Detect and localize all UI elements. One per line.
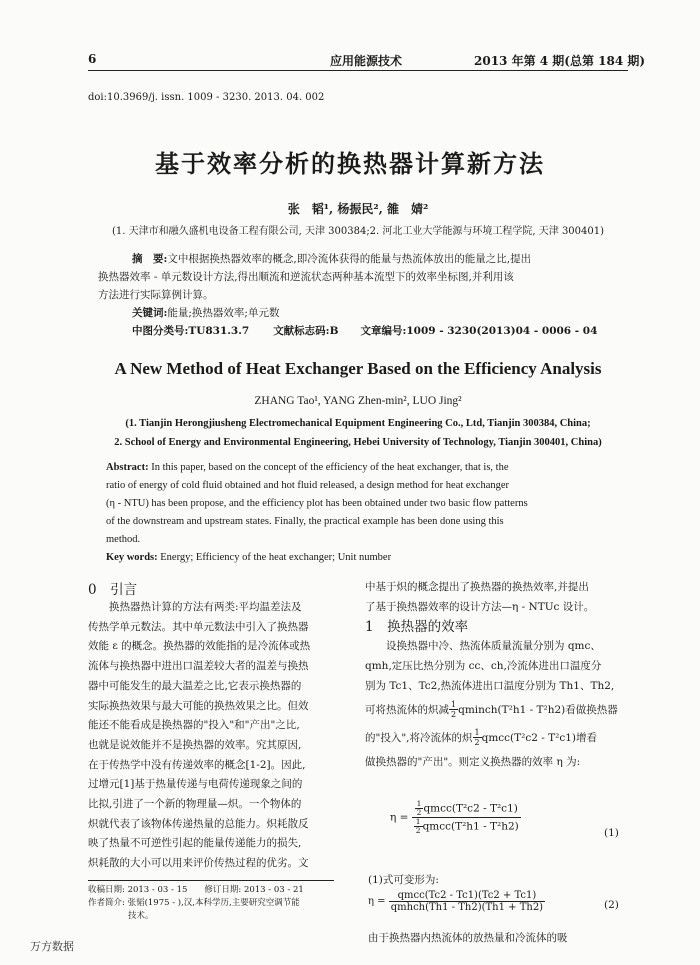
abstract-en-line: method. [106, 534, 141, 545]
body-line: 别为 Tc1、Tc2,热流体进出口温度分别为 Th1、Th2, [365, 679, 615, 692]
body-line: 比拟,引进了一个新的物理量—炽。一个物体的 [88, 798, 302, 811]
author-bio-cont: 技术。 [128, 911, 154, 921]
fraction-num: 1 [474, 728, 480, 738]
abstract-cn [98, 250, 618, 340]
body-text: qminch(T²h1 - T²h2)看做换热器 [458, 703, 618, 716]
eq2-denominator: qmhch(Th1 - Th2)(Th1 + Th2) [390, 902, 544, 913]
page-number: 6 [88, 52, 97, 66]
eq-intro: (1)式可变形为: [368, 874, 439, 886]
fraction-den: 2 [415, 826, 421, 835]
eq-lhs: η = [390, 811, 409, 824]
affiliation-en-line: (1. Tianjin Herongjiusheng Electromechanical Equipment Engineering Co., Ltd, Tianjin 300384, China; [125, 418, 591, 429]
body-line: 流体与换热器中进出口温差较大者的温差与换热 [88, 660, 309, 673]
authors-en: ZHANG Tao¹, YANG Zhen-min², LUO Jing² [254, 395, 462, 407]
body-line: 在于传热学中没有传递效率的概念[1-2]。因此, [88, 758, 306, 771]
authors-cn: 张 韬¹, 杨振民², 雒 婧² [287, 202, 429, 216]
right-column [365, 578, 630, 772]
keywords-cn: 能量;换热器效率;单元数 [167, 307, 280, 319]
body-line: 了基于换热器效率的设计方法—η - NTUc 设计。 [365, 600, 595, 613]
affiliation-en-line: 2. School of Energy and Environmental Engineering, Hebei University of Technology, Tianjin 300401, China) [114, 437, 602, 448]
affiliation-en [88, 414, 628, 452]
fraction-num: 1 [415, 817, 421, 826]
abstract-en-line: (η - NTU) has been propose, and the efficiency plot has been obtained under two basic flow patterns [106, 498, 528, 509]
eq1-label: (1) [604, 827, 619, 839]
doi: doi:10.3969/j. issn. 1009 - 3230. 2013. 04. 002 [88, 92, 325, 103]
issue-info: 2013 年第 4 期(总第 184 期) [474, 54, 646, 68]
eq-lhs: η = [368, 896, 386, 907]
abstract-cn-line: 方法进行实际算例计算。 [98, 289, 214, 301]
body-line: 也就是说效能并不是换热器的效率。究其原因, [88, 738, 302, 751]
body-line: 传热学单元数法。其中单元数法中引入了换热器 [88, 620, 309, 633]
fraction-num: 1 [451, 700, 457, 710]
eq1-numerator: qmcc(T²c2 - T²c1) [423, 802, 518, 815]
body-line: 炽就代表了该物体传递热量的总能力。炽耗散反 [88, 817, 309, 830]
body-text: 的"投入",将冷流体的炽 [365, 731, 473, 744]
eq2-label: (2) [604, 899, 619, 911]
affiliation-cn: (1. 天津市和融久盛机电设备工程有限公司, 天津 300384;2. 河北工业大学能源与环境工程学院, 天津 300401) [111, 226, 605, 237]
abstract-cn-line: 文中根据换热器效率的概念,即冷流体获得的能量与热流体放出的能量之比,提出 [167, 253, 532, 265]
author-bio: 作者简介: 张韬(1975 - ),汉,本科学历,主要研究空调节能 [88, 898, 300, 908]
body-line: 设换热器中冷、热流体质量流量分别为 qmc、 [365, 640, 601, 653]
eq2-fraction [389, 890, 545, 913]
body-text: qmcc(T²c2 - T²c1)增看 [481, 731, 597, 744]
keywords-en-label: Key words: [106, 552, 158, 563]
section0-heading: 0 引言 [88, 582, 138, 598]
keywords-en: Energy; Efficiency of the heat exchanger; Unit number [160, 552, 392, 563]
fraction-num: 1 [416, 799, 422, 808]
body-line: 能还不能看成是换热器的"投入"和"产出"之比, [88, 719, 300, 732]
body-line: qmh,定压比热分别为 cc、ch,冷流体进出口温度分 [365, 660, 602, 673]
abstract-cn-label: 摘 要: [132, 253, 168, 265]
abstract-en-line: of the downstream and upstream states. Finally, the practical example has been done using this [106, 516, 504, 527]
section1-heading: 1 换热器的效率 [365, 619, 469, 636]
footnote [88, 884, 350, 923]
eq1-fraction [412, 800, 521, 835]
body-line: 中基于炽的概念提出了换热器的换热效率,并提出 [365, 581, 589, 593]
abstract-en [106, 459, 618, 567]
body-line: 由于换热器内热流体的放热量和冷流体的吸 [368, 932, 568, 944]
section0-body [88, 598, 350, 874]
body-line: 做换热器的"产出"。则定义换热器的效率 η 为: [365, 755, 581, 768]
keywords-cn-label: 关键词: [132, 307, 168, 319]
title-cn: 基于效率分析的换热器计算新方法 [155, 149, 545, 178]
body-line: 过增元[1]基于热量传递与电荷传递现象之间的 [88, 778, 303, 791]
body-line: 器中可能发生的最大温差之比,它表示换热器的 [88, 679, 302, 692]
received-date: 收稿日期: 2013 - 03 - 15 修订日期: 2013 - 03 - 21 [88, 885, 304, 895]
body-line: 实际换热效果与最大可能的换热效果之比。但效 [88, 699, 309, 712]
journal-name: 应用能源技术 [330, 54, 403, 68]
body-line: 炽耗散的大小可以用来评价传热过程的优劣。文 [88, 857, 309, 870]
abstract-en-line: In this paper, based on the concept of the efficiency of the heat exchanger, that is, the [151, 462, 509, 473]
equation-1 [390, 800, 521, 835]
watermark: 万方数据 [30, 940, 74, 953]
article-number: 文章编号:1009 - 3230(2013)04 - 0006 - 04 [360, 325, 598, 337]
eq1-denominator: qmcc(T²h1 - T²h2) [422, 820, 519, 833]
footnote-rule [88, 880, 334, 881]
fraction-den: 2 [474, 738, 480, 748]
body-line: 换热器热计算的方法有两类:平均温差法及 [88, 601, 302, 613]
fraction-den: 2 [416, 808, 422, 817]
abstract-cn-line: 换热器效率 - 单元数设计方法,得出顺流和逆流状态两种基本流型下的效率坐标图,并利用该 [98, 271, 514, 283]
eq2-numerator: qmcc(Tc2 - Tc1)(Tc2 + Tc1) [389, 890, 545, 902]
equation-2 [368, 890, 545, 913]
body-text: 可将热流体的炽减 [365, 703, 449, 716]
abstract-en-label: Abstract: [106, 462, 149, 473]
header-rule [88, 70, 628, 71]
body-line: 映了热量不可逆性引起的能量传递能力的损失, [88, 837, 302, 850]
abstract-en-line: ratio of energy of cold fluid obtained and hot fluid released, a design method for heat exchanger [106, 480, 510, 491]
doc-code: 文献标志码:B [273, 325, 339, 337]
body-line: 效能 ε 的概念。换热器的效能指的是冷流体或热 [88, 640, 311, 653]
fraction-den: 2 [451, 710, 457, 720]
clc-number: 中图分类号:TU831.3.7 [132, 325, 250, 337]
title-en: A New Method of Heat Exchanger Based on the Efficiency Analysis [114, 359, 602, 378]
